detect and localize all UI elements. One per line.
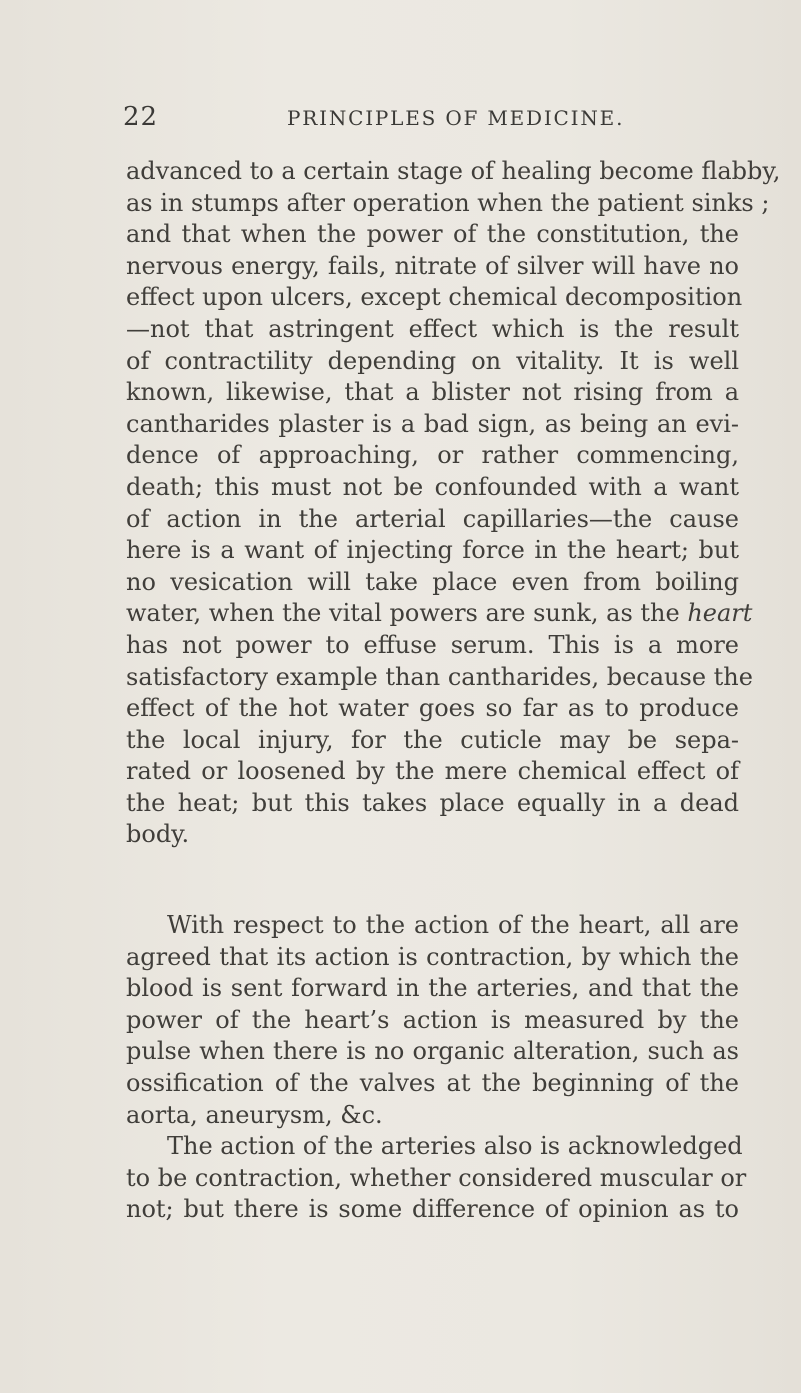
text-line: as in stumps after operation when the patient sinks ; [126, 188, 770, 217]
text-line: effect of the hot water goes so far as to produce [126, 694, 739, 723]
text-line: not; but there is some difference of opinion as to [126, 1195, 739, 1224]
text-line: and that when the power of the constitution, the [126, 220, 739, 249]
text-span: water, when the vital powers are sunk, as the [126, 599, 688, 628]
text-line: here is a want of injecting force in the heart; but [126, 536, 739, 565]
italic-word: heart [687, 599, 753, 628]
text-line: to be contraction, whether considered muscular or [126, 1163, 747, 1192]
text-line: of contractility depending on vitality. It is well [126, 346, 739, 375]
text-line: —not that astringent effect which is the result [126, 314, 739, 343]
text-line: power of the heart’s action is measured by the [126, 1005, 739, 1034]
body-text [126, 156, 781, 1226]
paragraph-1 [126, 156, 781, 851]
running-head: PRINCIPLES OF MEDICINE. [287, 106, 625, 130]
text-line: body. [126, 820, 190, 849]
text-line: satisfactory example than cantharides, because the [126, 662, 753, 691]
text-line: cantharides plaster is a bad sign, as being an evi- [126, 409, 739, 438]
text-line: blood is sent forward in the arteries, and that the [126, 974, 739, 1003]
text-line: death; this must not be confounded with a want [126, 472, 739, 501]
text-line: The action of the arteries also is acknowledged [167, 1132, 743, 1161]
text-line: pulse when there is no organic alteration, such as [126, 1037, 739, 1066]
text-line: known, likewise, that a blister not rising from a [126, 378, 739, 407]
text-line: advanced to a certain stage of healing become flabby, [126, 157, 781, 185]
text-line: nervous energy, fails, nitrate of silver will have no [126, 251, 739, 280]
paragraph-3 [126, 1131, 747, 1226]
text-line: ossification of the valves at the beginning of the [126, 1069, 739, 1098]
text-line [126, 598, 753, 630]
text-line: With respect to the action of the heart, all are [167, 911, 739, 940]
text-line: agreed that its action is contraction, by which the [126, 942, 739, 971]
text-line: of action in the arterial capillaries—the cause [126, 504, 739, 533]
text-line: dence of approaching, or rather commencing, [126, 441, 739, 470]
paragraph-gap [126, 851, 739, 910]
text-line: has not power to effuse serum. This is a more [126, 630, 739, 659]
text-line: aorta, aneurysm, &c. [126, 1100, 383, 1129]
text-line: rated or loosened by the mere chemical effect of [126, 757, 739, 786]
paragraph-2 [126, 910, 739, 1131]
text-line: effect upon ulcers, except chemical decomposition [126, 283, 743, 312]
text-line: the heat; but this takes place equally in a dead [126, 788, 739, 817]
page-header [123, 102, 743, 136]
text-line: the local injury, for the cuticle may be sepa- [126, 725, 739, 754]
page-number: 22 [123, 102, 159, 132]
text-line: no vesication will take place even from boiling [126, 567, 739, 596]
